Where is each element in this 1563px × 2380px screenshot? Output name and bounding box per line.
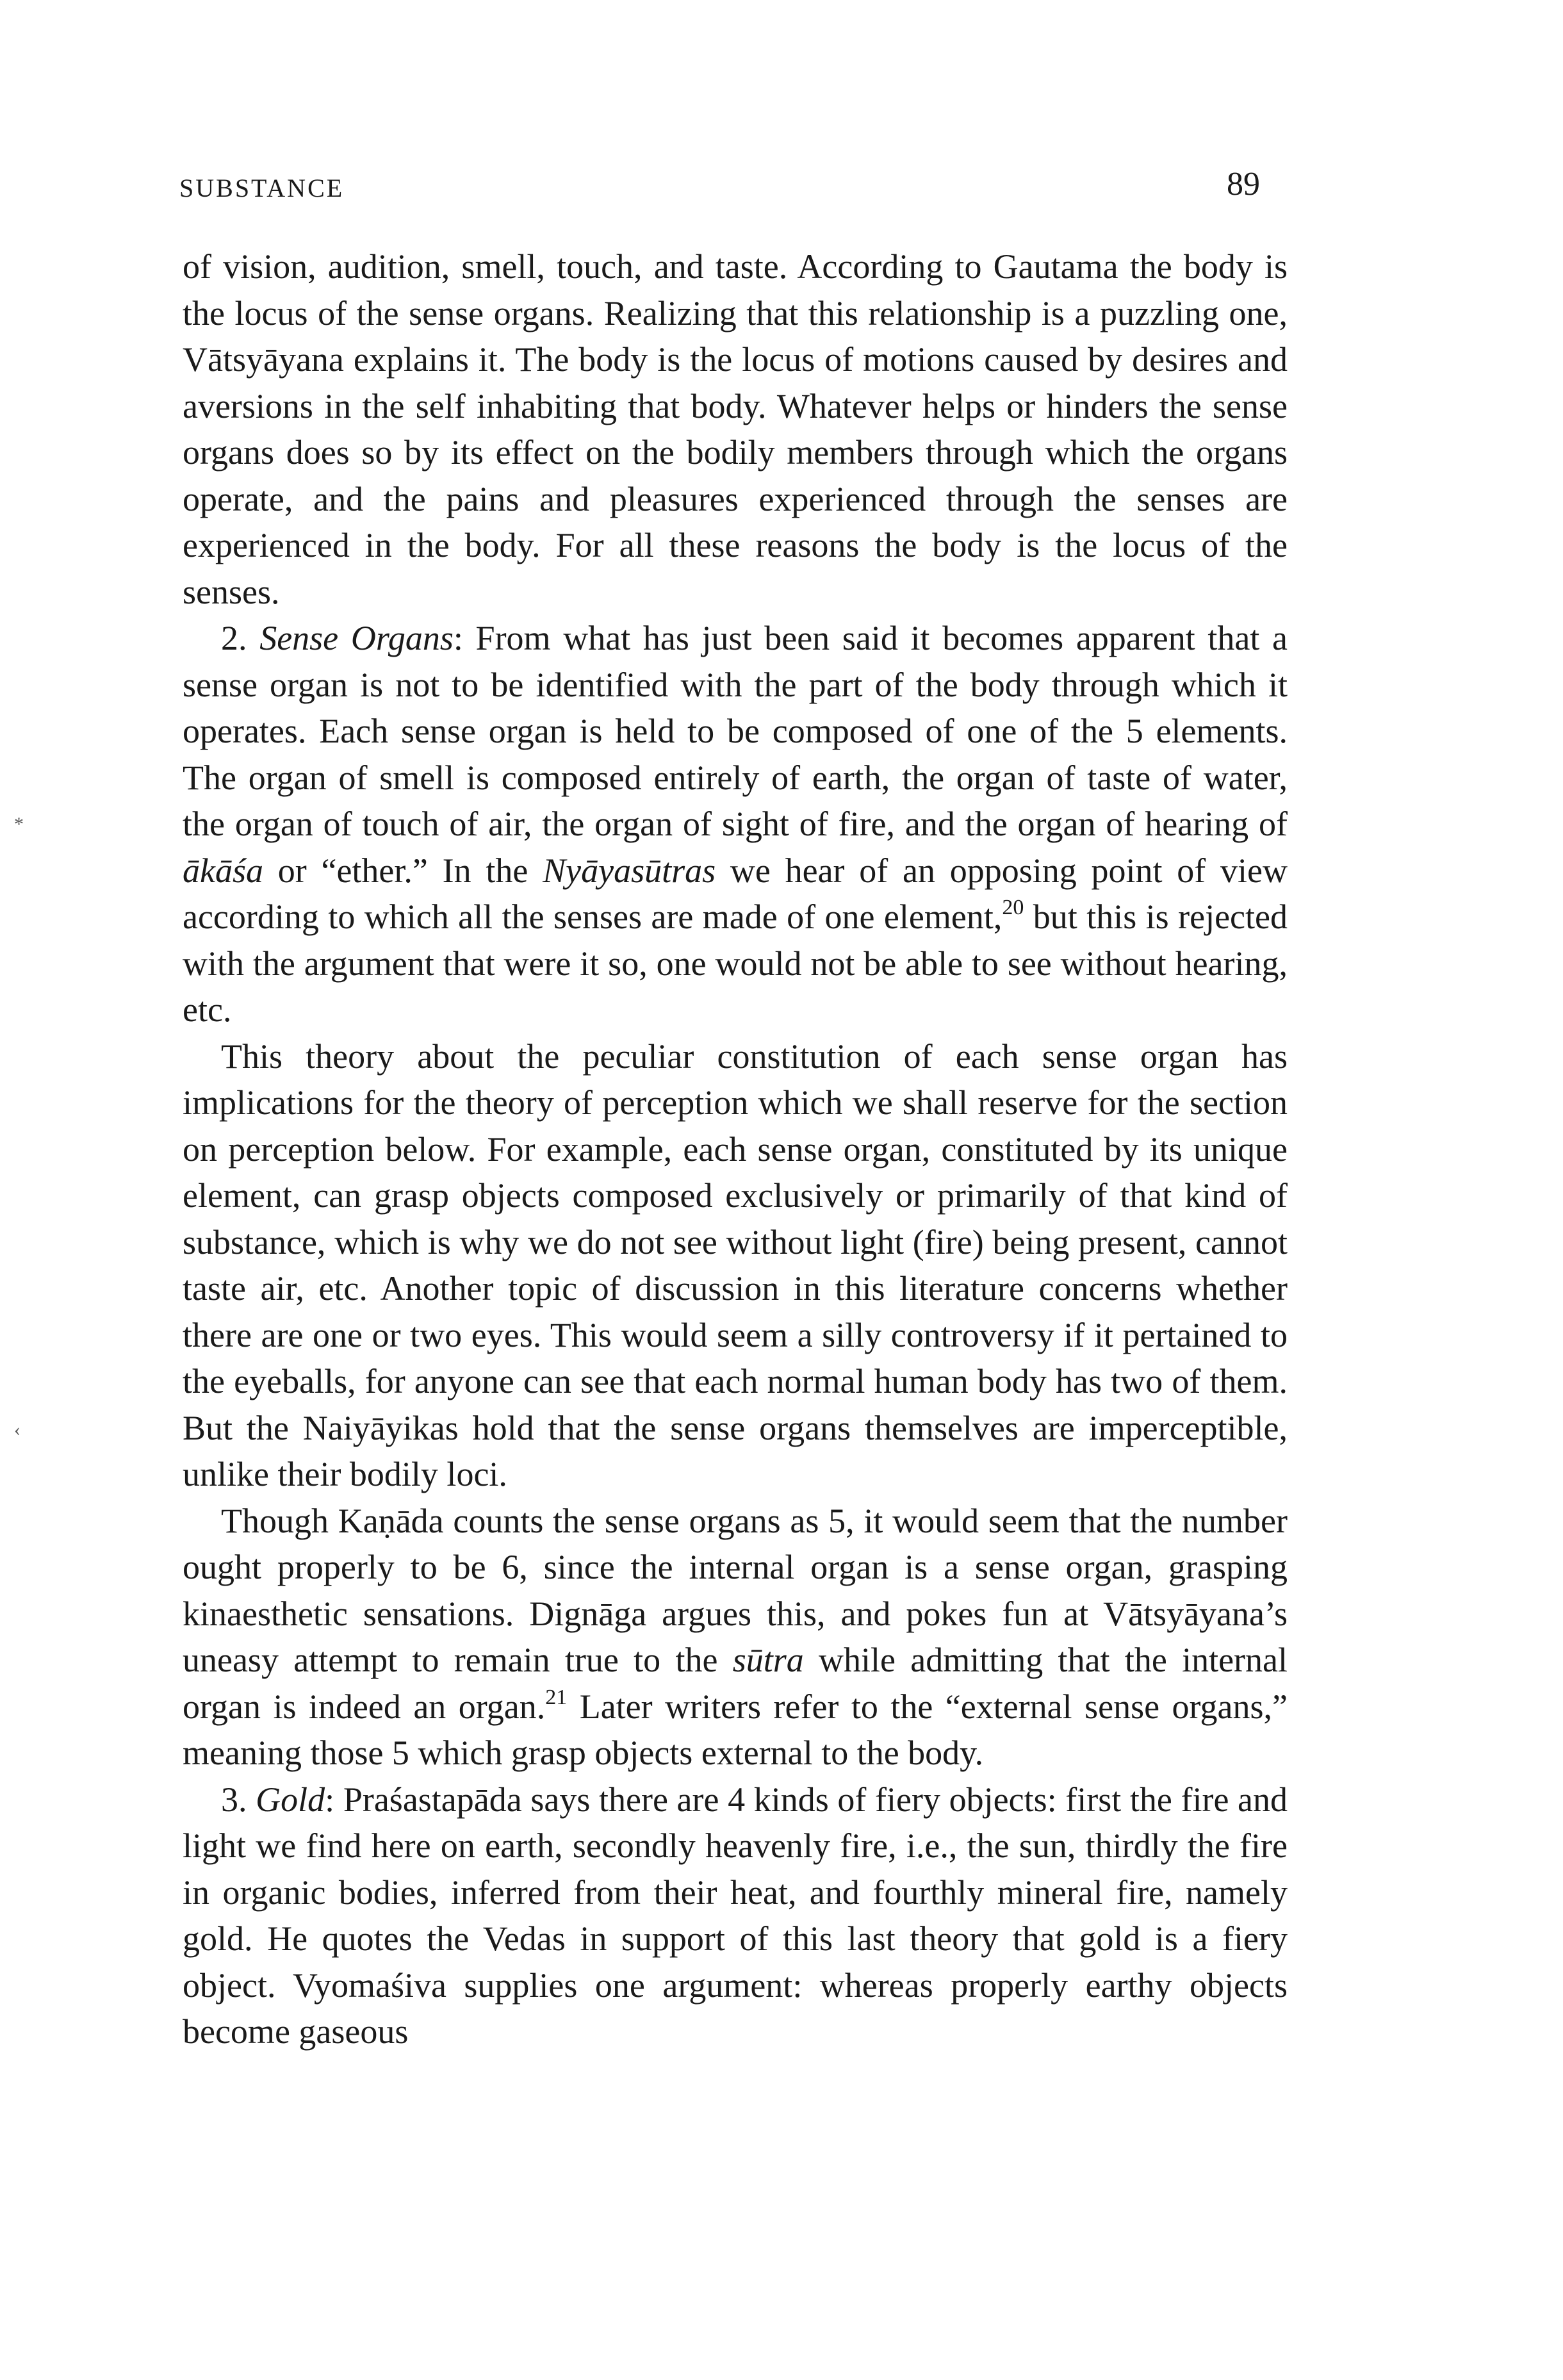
paragraph-1 bbox=[183, 243, 1288, 615]
paragraph-text: Later writers refer to the “external sense organs,” meaning those 5 which grasp objects external to the body. bbox=[183, 1687, 1288, 1772]
section-heading: Sense Organs bbox=[259, 619, 454, 657]
heading-separator: : bbox=[453, 619, 463, 657]
page-number: 89 bbox=[1227, 166, 1260, 202]
paragraph-sense-organs bbox=[183, 615, 1288, 1033]
paragraph-text: of vision, audition, smell, touch, and taste. According to Gautama the body is the locus of the sense organs. Realizing that this relationship is a puzzling one, Vātsyāyana explains it. The body is the locus of motions caused by desires and aversions in the self inhabiting that body. Whatever helps or hinders the sense organs does so by its effect on the bodily members through which the organs operate, and the pains and pleasures experienced through the senses are experienced in the body. For all these reasons the body is the locus of the senses. bbox=[183, 247, 1288, 611]
paragraph-4 bbox=[183, 1498, 1288, 1777]
paragraph-text: we hear of an opposing point of view according to which all the senses are made of one element, bbox=[183, 851, 1288, 936]
term-nyayasutras: Nyāyasūtras bbox=[543, 851, 716, 890]
footnote-ref-21: 21 bbox=[545, 1685, 568, 1709]
paragraph-text: but this is rejected with the argument that were it so, one would not be able to see without hearing, etc. bbox=[183, 898, 1288, 1029]
section-number: 3. bbox=[221, 1780, 247, 1819]
margin-mark: ‹ bbox=[14, 1419, 20, 1440]
margin-mark: * bbox=[14, 814, 24, 835]
paragraph-gold bbox=[183, 1777, 1288, 2055]
paragraph-text: Praśastapāda says there are 4 kinds of fiery objects: first the fire and light we find here on earth, secondly heavenly fire, i.e., the sun, thirdly the fire in organic bodies, inferred from their heat, and fourthly mineral fire, namely gold. He quotes the Vedas in support of this last theory that gold is a fiery object. Vyomaśiva supplies one argument: whereas properly earthy objects become gaseous bbox=[183, 1780, 1288, 2051]
running-head: SUBSTANCE bbox=[179, 174, 345, 202]
paragraph-text: From what has just been said it becomes apparent that a sense organ is not to be identified with the part of the body through which it operates. Each sense organ is held to be composed of one of the 5 elements. The organ of smell is composed entirely of earth, the organ of taste of water, the organ of touch of air, the organ of sight of fire, and the organ of hearing of bbox=[183, 619, 1288, 843]
heading-separator: : bbox=[325, 1780, 335, 1819]
term-sutra: sūtra bbox=[732, 1641, 804, 1679]
term-akasa: ākāśa bbox=[183, 851, 263, 890]
paragraph-text: or “ether.” In the bbox=[277, 851, 528, 890]
section-number: 2. bbox=[221, 619, 247, 657]
paragraph-text: Though Kaṇāda counts the sense organs as 5, it would seem that the number ought properly to be 6, since the internal organ is a sense organ, grasping kinaesthetic sensations. Dignāga argues this, and pokes fun at Vātsyāyana’s uneasy attempt to remain true to the bbox=[183, 1501, 1288, 1679]
paragraph-3 bbox=[183, 1033, 1288, 1498]
footnote-ref-20: 20 bbox=[1002, 896, 1024, 919]
body-text bbox=[183, 243, 1288, 2055]
paragraph-text: while admitting that the internal organ is indeed an organ. bbox=[183, 1641, 1288, 1726]
section-heading: Gold bbox=[256, 1780, 325, 1819]
paragraph-text: This theory about the peculiar constitution of each sense organ has implications for the theory of perception which we shall reserve for the section on perception below. For example, each sense organ, constituted by its unique element, can grasp objects composed exclusively or primarily of that kind of substance, which is why we do not see without light (fire) being present, cannot taste air, etc. Another topic of discussion in this literature concerns whether there are one or two eyes. This would seem a silly controversy if it pertained to the eyeballs, for anyone can see that each normal human body has two of them. But the Naiyāyikas hold that the sense organs themselves are imperceptible, unlike their bodily loci. bbox=[183, 1037, 1288, 1493]
